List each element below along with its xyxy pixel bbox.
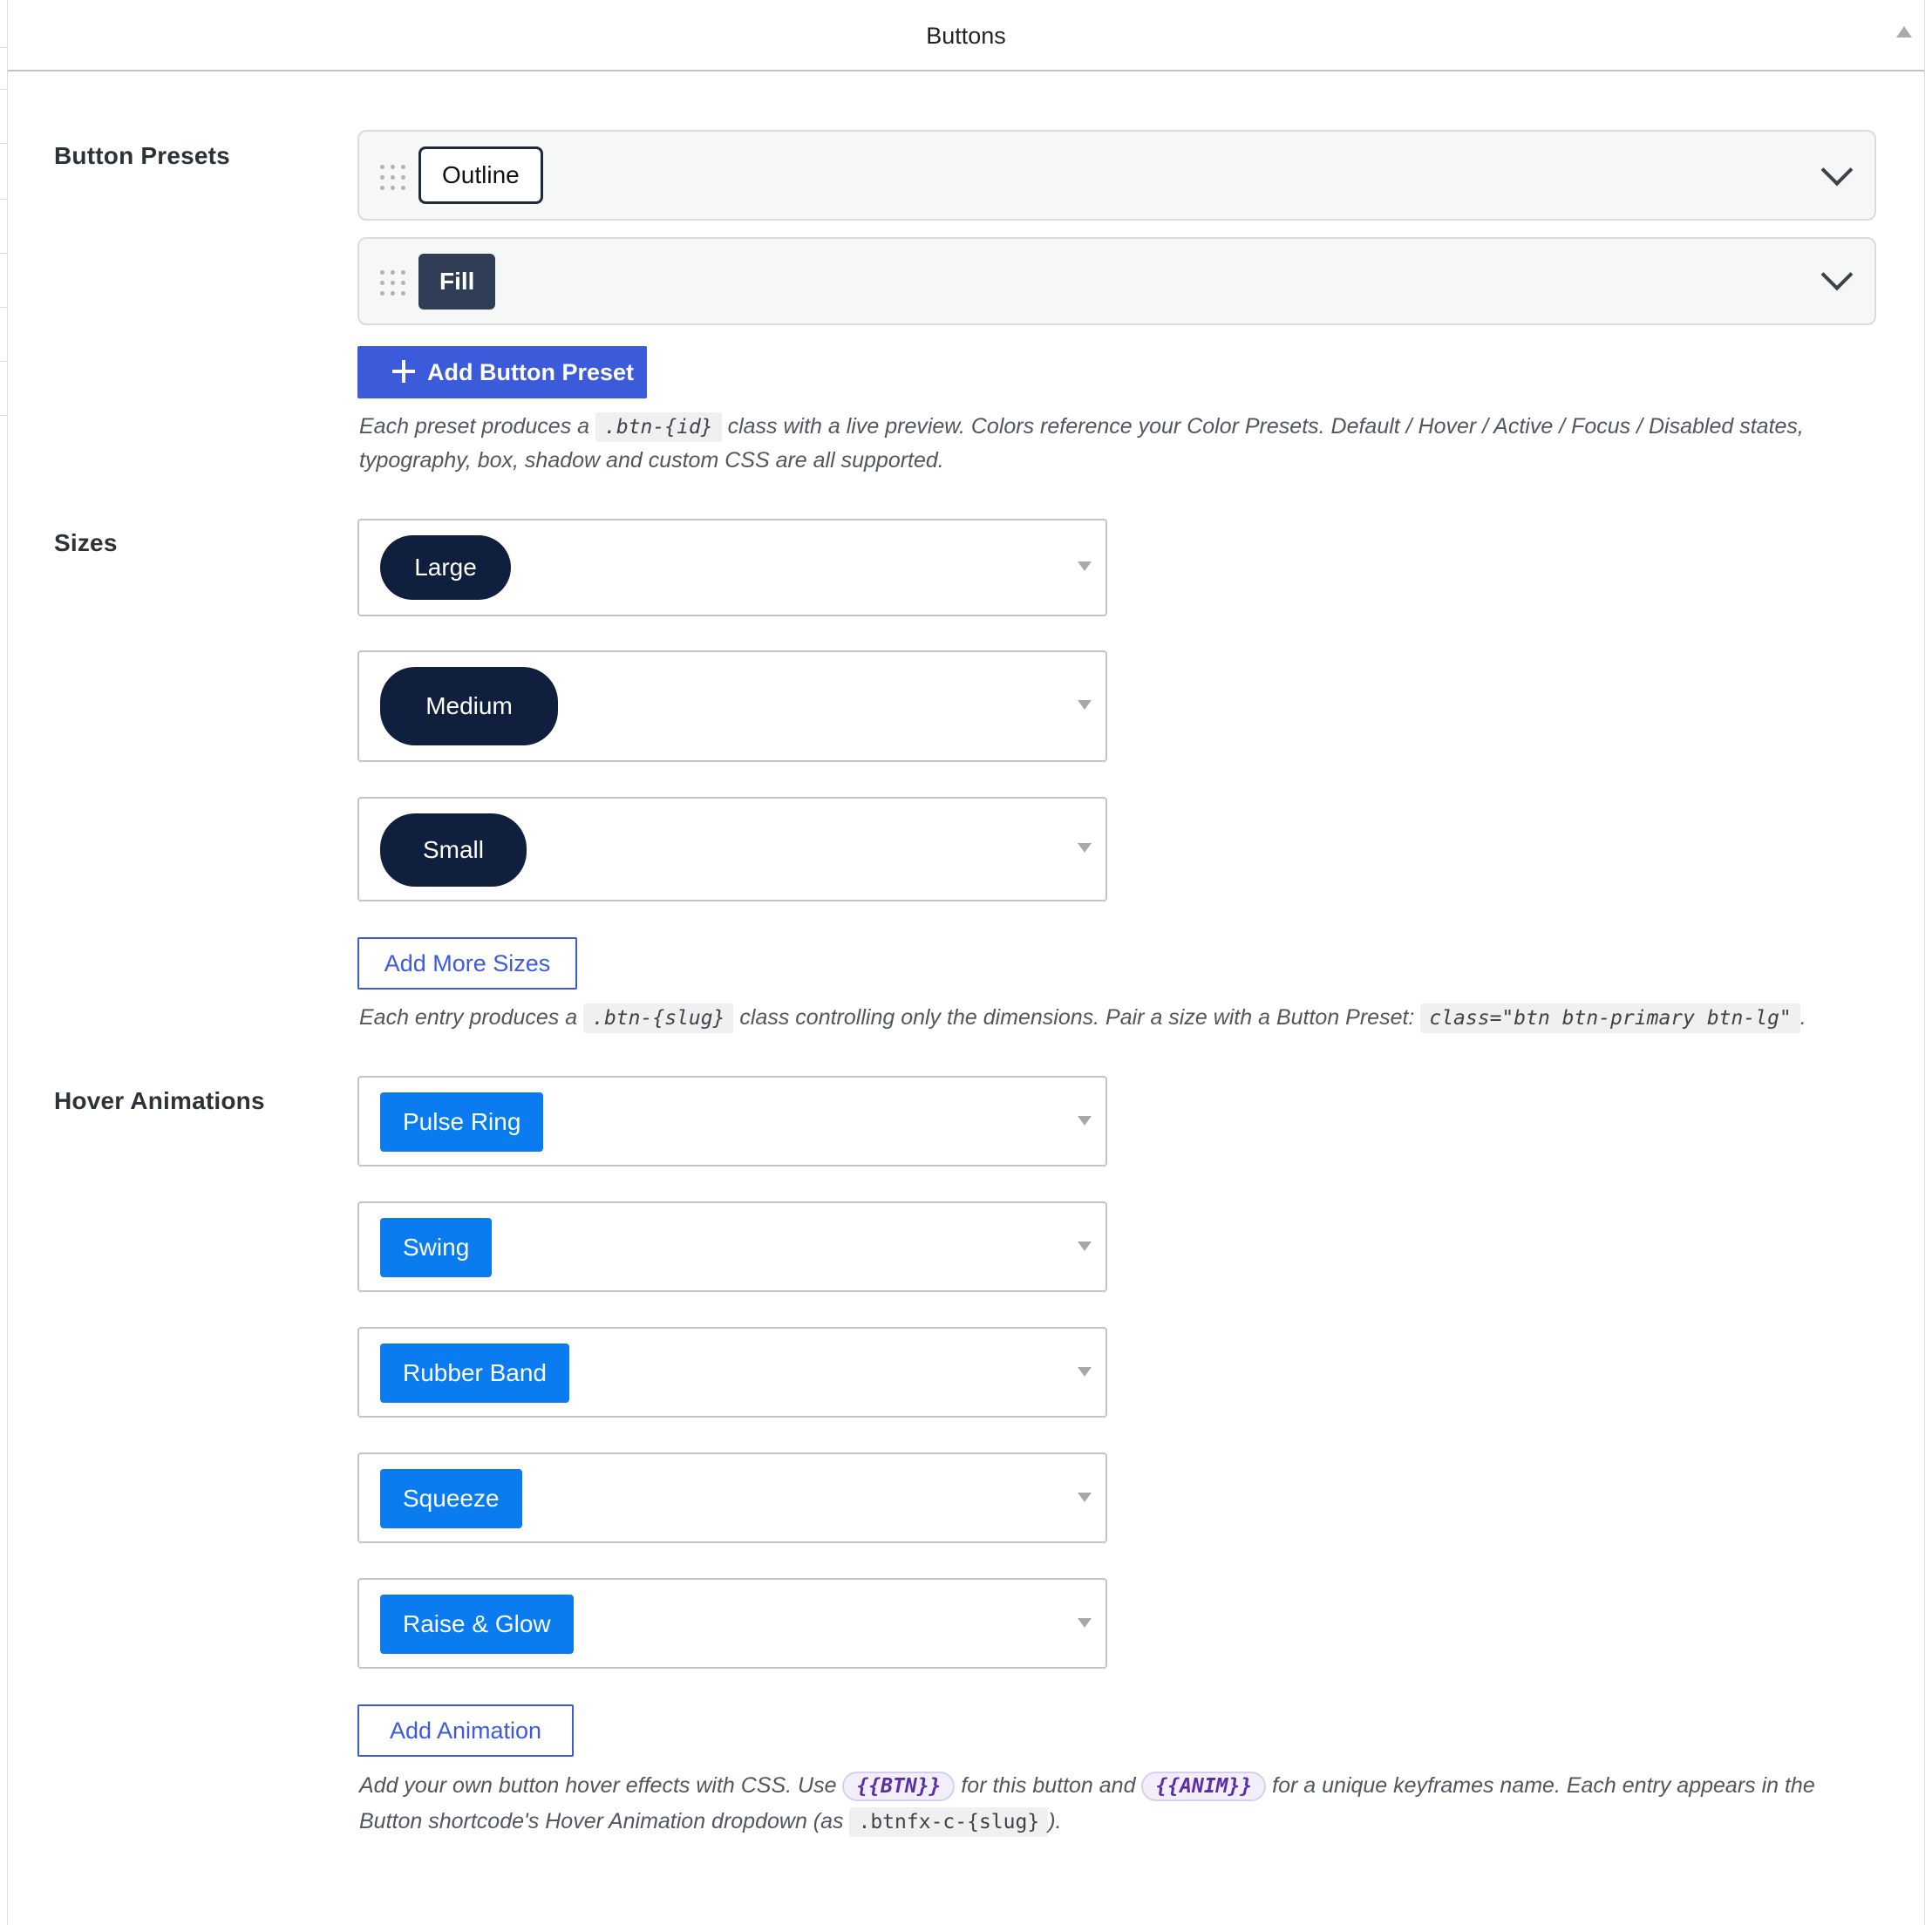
plus-icon — [392, 360, 415, 383]
panel-header — [8, 0, 1924, 71]
button-presets-label: Button Presets — [54, 142, 230, 169]
animation-preview-squeeze: Squeeze — [380, 1469, 522, 1528]
help-text: Add your own button hover effects with CSS. Use — [359, 1773, 837, 1798]
add-animation-button[interactable]: Add Animation — [357, 1704, 574, 1757]
size-row-medium[interactable] — [357, 650, 1107, 762]
size-row-small[interactable] — [357, 797, 1107, 901]
animations-help-text — [359, 1768, 1859, 1840]
animation-row-squeeze[interactable] — [357, 1452, 1107, 1543]
help-text: class with a live preview. Colors reference your Color Presets. Default / Hover / Active / Focus / Disabled states, typography, box, shadow and custom CSS are all supported. — [359, 414, 1804, 473]
size-preview-small: Small — [380, 813, 527, 887]
dropdown-caret-icon[interactable] — [1078, 1618, 1092, 1628]
preset-fill-card[interactable] — [357, 237, 1876, 325]
code-snippet: .btn-{id} — [595, 412, 722, 442]
hover-animations-label: Hover Animations — [54, 1087, 265, 1114]
dropdown-caret-icon[interactable] — [1078, 700, 1092, 710]
help-text: Each entry produces a — [359, 1005, 578, 1030]
presets-help-text — [359, 410, 1867, 477]
chevron-down-icon[interactable] — [1821, 259, 1854, 291]
dropdown-caret-icon[interactable] — [1078, 1367, 1092, 1377]
preset-outline-preview: Outline — [418, 146, 543, 204]
right-rail — [1924, 0, 1932, 1925]
add-more-sizes-button[interactable]: Add More Sizes — [357, 937, 577, 990]
size-preview-large: Large — [380, 535, 511, 600]
drag-handle-icon[interactable] — [380, 165, 406, 191]
sizes-help-text — [359, 1001, 1867, 1035]
code-snippet: .btnfx-c-{slug} — [849, 1807, 1048, 1837]
token-badge: {{ANIM}} — [1141, 1772, 1266, 1801]
add-button-preset-label: Add Button Preset — [427, 358, 635, 385]
sizes-label: Sizes — [54, 529, 118, 556]
animation-preview-swing: Swing — [380, 1218, 492, 1277]
dropdown-caret-icon[interactable] — [1078, 843, 1092, 853]
left-gutter — [0, 0, 8, 1925]
code-snippet: .btn-{slug} — [583, 1003, 733, 1033]
drag-handle-icon[interactable] — [380, 270, 406, 296]
animation-preview-rubber-band: Rubber Band — [380, 1343, 569, 1403]
help-text: Each preset produces a — [359, 414, 590, 439]
animation-preview-raise-glow: Raise & Glow — [380, 1595, 574, 1654]
help-text: class controlling only the dimensions. Pair a size with a Button Preset: — [739, 1005, 1415, 1030]
code-snippet: class="btn btn-primary btn-lg" — [1420, 1003, 1799, 1033]
add-button-preset-button[interactable] — [357, 346, 647, 398]
help-text: for this button and — [961, 1773, 1136, 1798]
size-row-large[interactable] — [357, 519, 1107, 616]
preset-outline-card[interactable] — [357, 130, 1876, 221]
animation-row-rubber-band[interactable] — [357, 1327, 1107, 1418]
animation-row-swing[interactable] — [357, 1201, 1107, 1292]
dropdown-caret-icon[interactable] — [1078, 1493, 1092, 1502]
animation-row-pulse-ring[interactable] — [357, 1076, 1107, 1167]
animation-row-raise-glow[interactable] — [357, 1578, 1107, 1669]
animation-preview-pulse-ring: Pulse Ring — [380, 1092, 543, 1152]
collapse-arrow-icon[interactable] — [1896, 26, 1912, 37]
help-text: for a unique keyframes name. Each entry appears in the Button shortcode's Hover Animation dropdown (as — [359, 1773, 1815, 1833]
preset-fill-preview: Fill — [418, 254, 495, 309]
dropdown-caret-icon[interactable] — [1078, 561, 1092, 571]
chevron-down-icon[interactable] — [1821, 154, 1854, 187]
help-text: . — [1799, 1005, 1806, 1030]
dropdown-caret-icon[interactable] — [1078, 1116, 1092, 1126]
help-text: ). — [1048, 1809, 1062, 1833]
token-badge: {{BTN}} — [842, 1772, 955, 1801]
panel-title: Buttons — [926, 23, 1006, 49]
dropdown-caret-icon[interactable] — [1078, 1241, 1092, 1251]
size-preview-medium: Medium — [380, 667, 558, 745]
